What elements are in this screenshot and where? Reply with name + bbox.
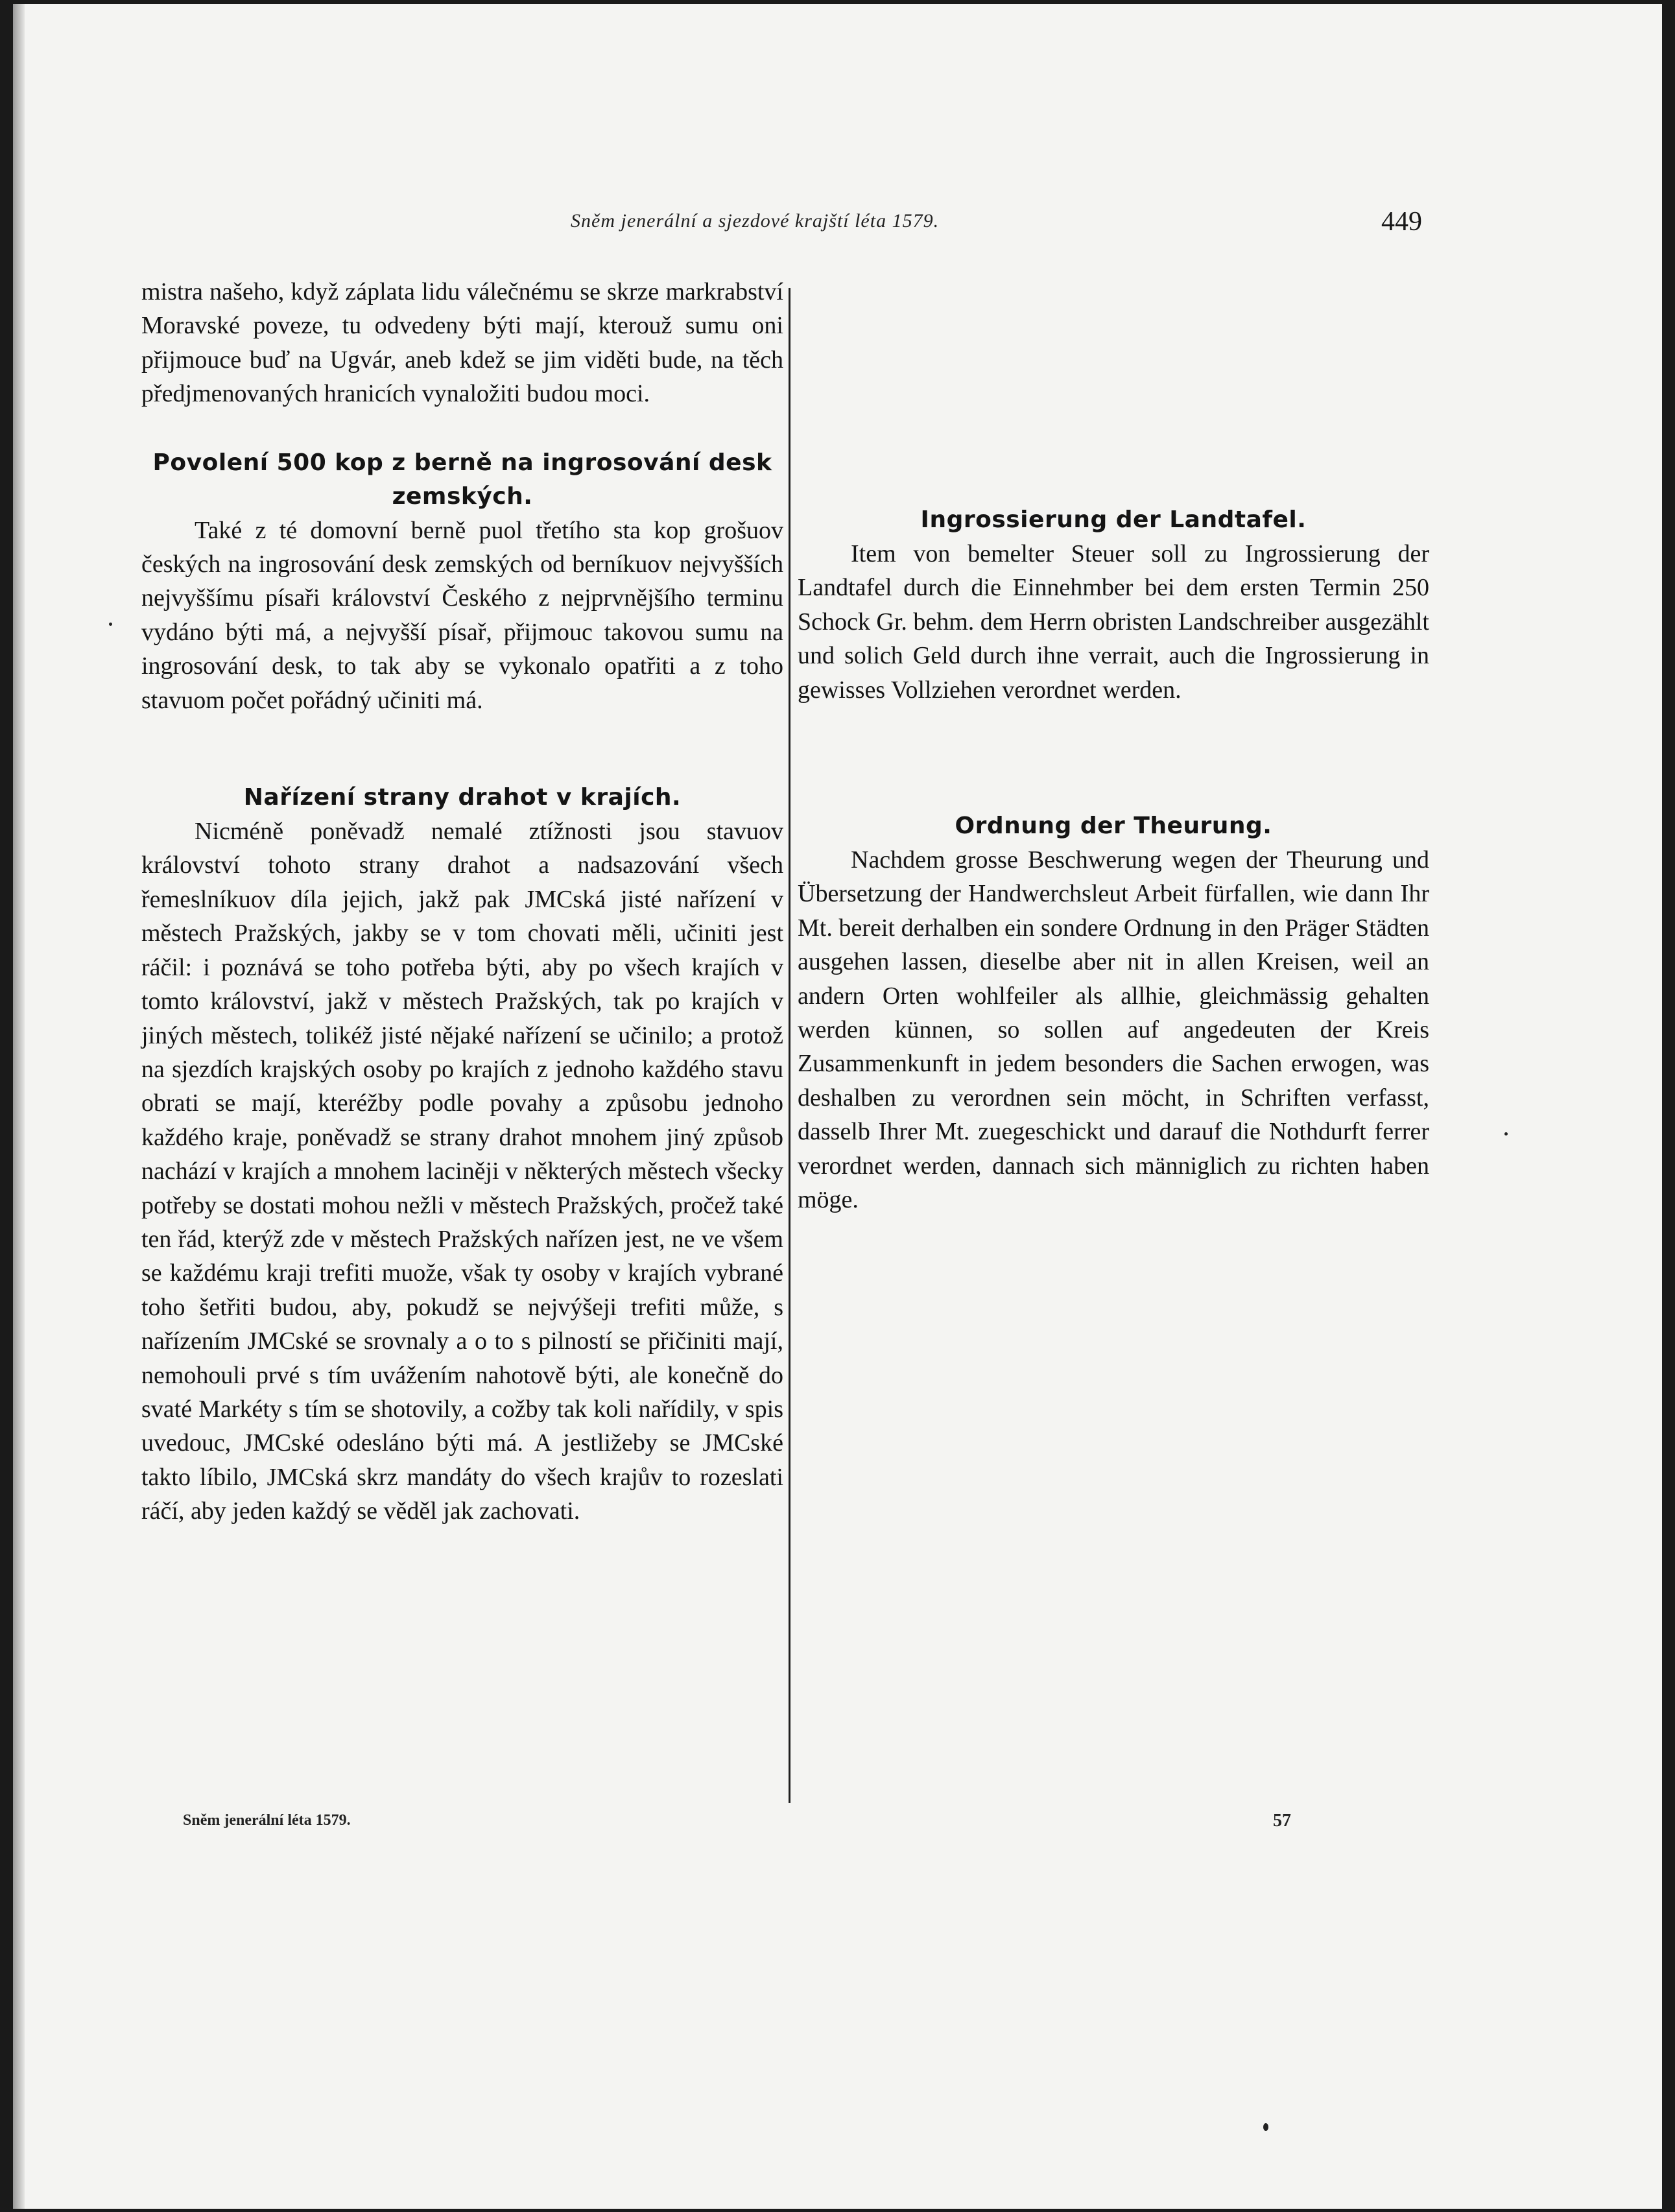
ink-speck bbox=[1504, 1132, 1508, 1136]
section-heading-ingrosovani: Povolení 500 kop z berně na ingrosování desk zemských. bbox=[152, 449, 772, 510]
paragraph-ingrosovani: Také z té domovní berně puol třetího sta kop grošuov českých na ingrosování desk zemských od berníkuov nejvyšších nejvyššímu písaři království Českého z nejprvnějšího terminu vydáno býti má, a nejvyšší písař, přijmouc takovou sumu na ingrosování desk, to tak aby se vykonalo opatřiti a z toho stavuom počet pořádný učiniti má. bbox=[141, 516, 783, 714]
footer-sheet-number: 57 bbox=[1273, 1811, 1291, 1831]
document-page bbox=[13, 4, 1662, 2209]
footer-signature-line: Sněm jenerální léta 1579. bbox=[183, 1812, 351, 1829]
section-heading-ingrossierung: Ingrossierung der Landtafel. bbox=[920, 506, 1307, 533]
paragraph-theurung: Nachdem grosse Beschwerung wegen der Theurung und Übersetzung der Handwerchsleut Arbeit fürfallen, wie dann Ihr Mt. bereit derhalben ein sondere Ordnung in den Präger Städten ausgehen lassen, dieselbe aber nit in allen Kreisen, weil an andern Orten wohlfeiler als allhie, gleichmässig gehalten werden künnen, so sollen auf angedeuten der Kreis Zusammenkunft in jedem besonders die Sachen erwogen, was deshalben zu verordnen sein möcht, in Schriften verfasst, dasselb Ihrer Mt. zuegeschickt und darauf die Nothdurft ferrer verordnet werden, dannach sich männiglich zu richten haben möge. bbox=[798, 846, 1429, 1214]
intro-paragraph: mistra našeho, když záplata lidu válečnému se skrze markrabství Moravské poveze, tu odvedeny býti mají, kterouž sumu oni přijmouce buď na Ugvár, aneb kdež se jim viděti bude, na těch předjmenovaných hranicích vynaložiti budou moci. bbox=[141, 278, 783, 408]
paragraph-ingrossierung: Item von bemelter Steuer soll zu Ingrossierung der Landtafel durch die Einnehmber bei dem ersten Termin 250 Schock Gr. behm. dem Herrn obristen Landschreiber ausgezählt und solich Geld durch ihne verrait, auch die Ingrossierung in gewisses Vollziehen verordnet werden. bbox=[798, 540, 1429, 704]
spacer bbox=[141, 411, 783, 446]
column-divider bbox=[789, 288, 790, 1803]
section-heading-drahoty: Nařízení strany drahot v krajích. bbox=[243, 784, 682, 811]
german-column bbox=[798, 275, 1429, 1217]
page-number: 449 bbox=[1381, 207, 1422, 237]
paragraph-drahoty: Nicméně poněvadž nemalé ztížnosti jsou stavuov království tohoto strany drahot a nadsazování všech řemeslníkuov díla jejich, jakž pak JMCská jisté nařízení v městech Pražských, jakby se v tom chovati měli, učiniti jest ráčil: i poznává se toho potřeba býti, aby po všech krajích v tomto království, jakž v městech Pražských, tak po krajích v jiných městech, tolikéž jisté nějaké nařízení se učinilo; a protož na sjezdích krajských osoby po krajích z jednoho každého stavu obrati se mají, kteréžby podle povahy a způsobu jednoho každého kraje, poněvadž se strany drahot mnohem jiný způsob nachází v krajích a mnohem laciněji v některých městech všecky potřeby se dostati mohou nežli v městech Pražských, pročež také ten řád, kterýž zde v městech Pražských nařízen jest, ne ve všem se každému kraji trefiti muože, však ty osoby v krajích vybrané toho šetřiti budou, aby, pokudž se nejvýšeji trefiti může, s nařízením JMCské se srovnaly a o to s pilností se přičiniti mají, nemohouli prvé s tím uvážením nahotově býti, ale konečně do svaté Markéty s tím se shotovily, a cožby tak koli nařídily, v spis uvedouc, JMCské odesláno býti má. A jestližeby se JMCské takto líbilo, JMCská skrz mandáty do všech krajův to rozeslati ráčí, aby jeden každý se věděl jak zachovati. bbox=[141, 818, 783, 1525]
page-edge-shadow bbox=[13, 4, 25, 2209]
ink-speck bbox=[109, 623, 112, 626]
spacer bbox=[141, 717, 783, 781]
running-head: Sněm jenerální a sjezdové krajští léta 1579. bbox=[571, 210, 940, 232]
section-heading-theurung: Ordnung der Theurung. bbox=[955, 813, 1272, 840]
czech-column bbox=[141, 275, 783, 1528]
ink-speck bbox=[1263, 2123, 1268, 2131]
